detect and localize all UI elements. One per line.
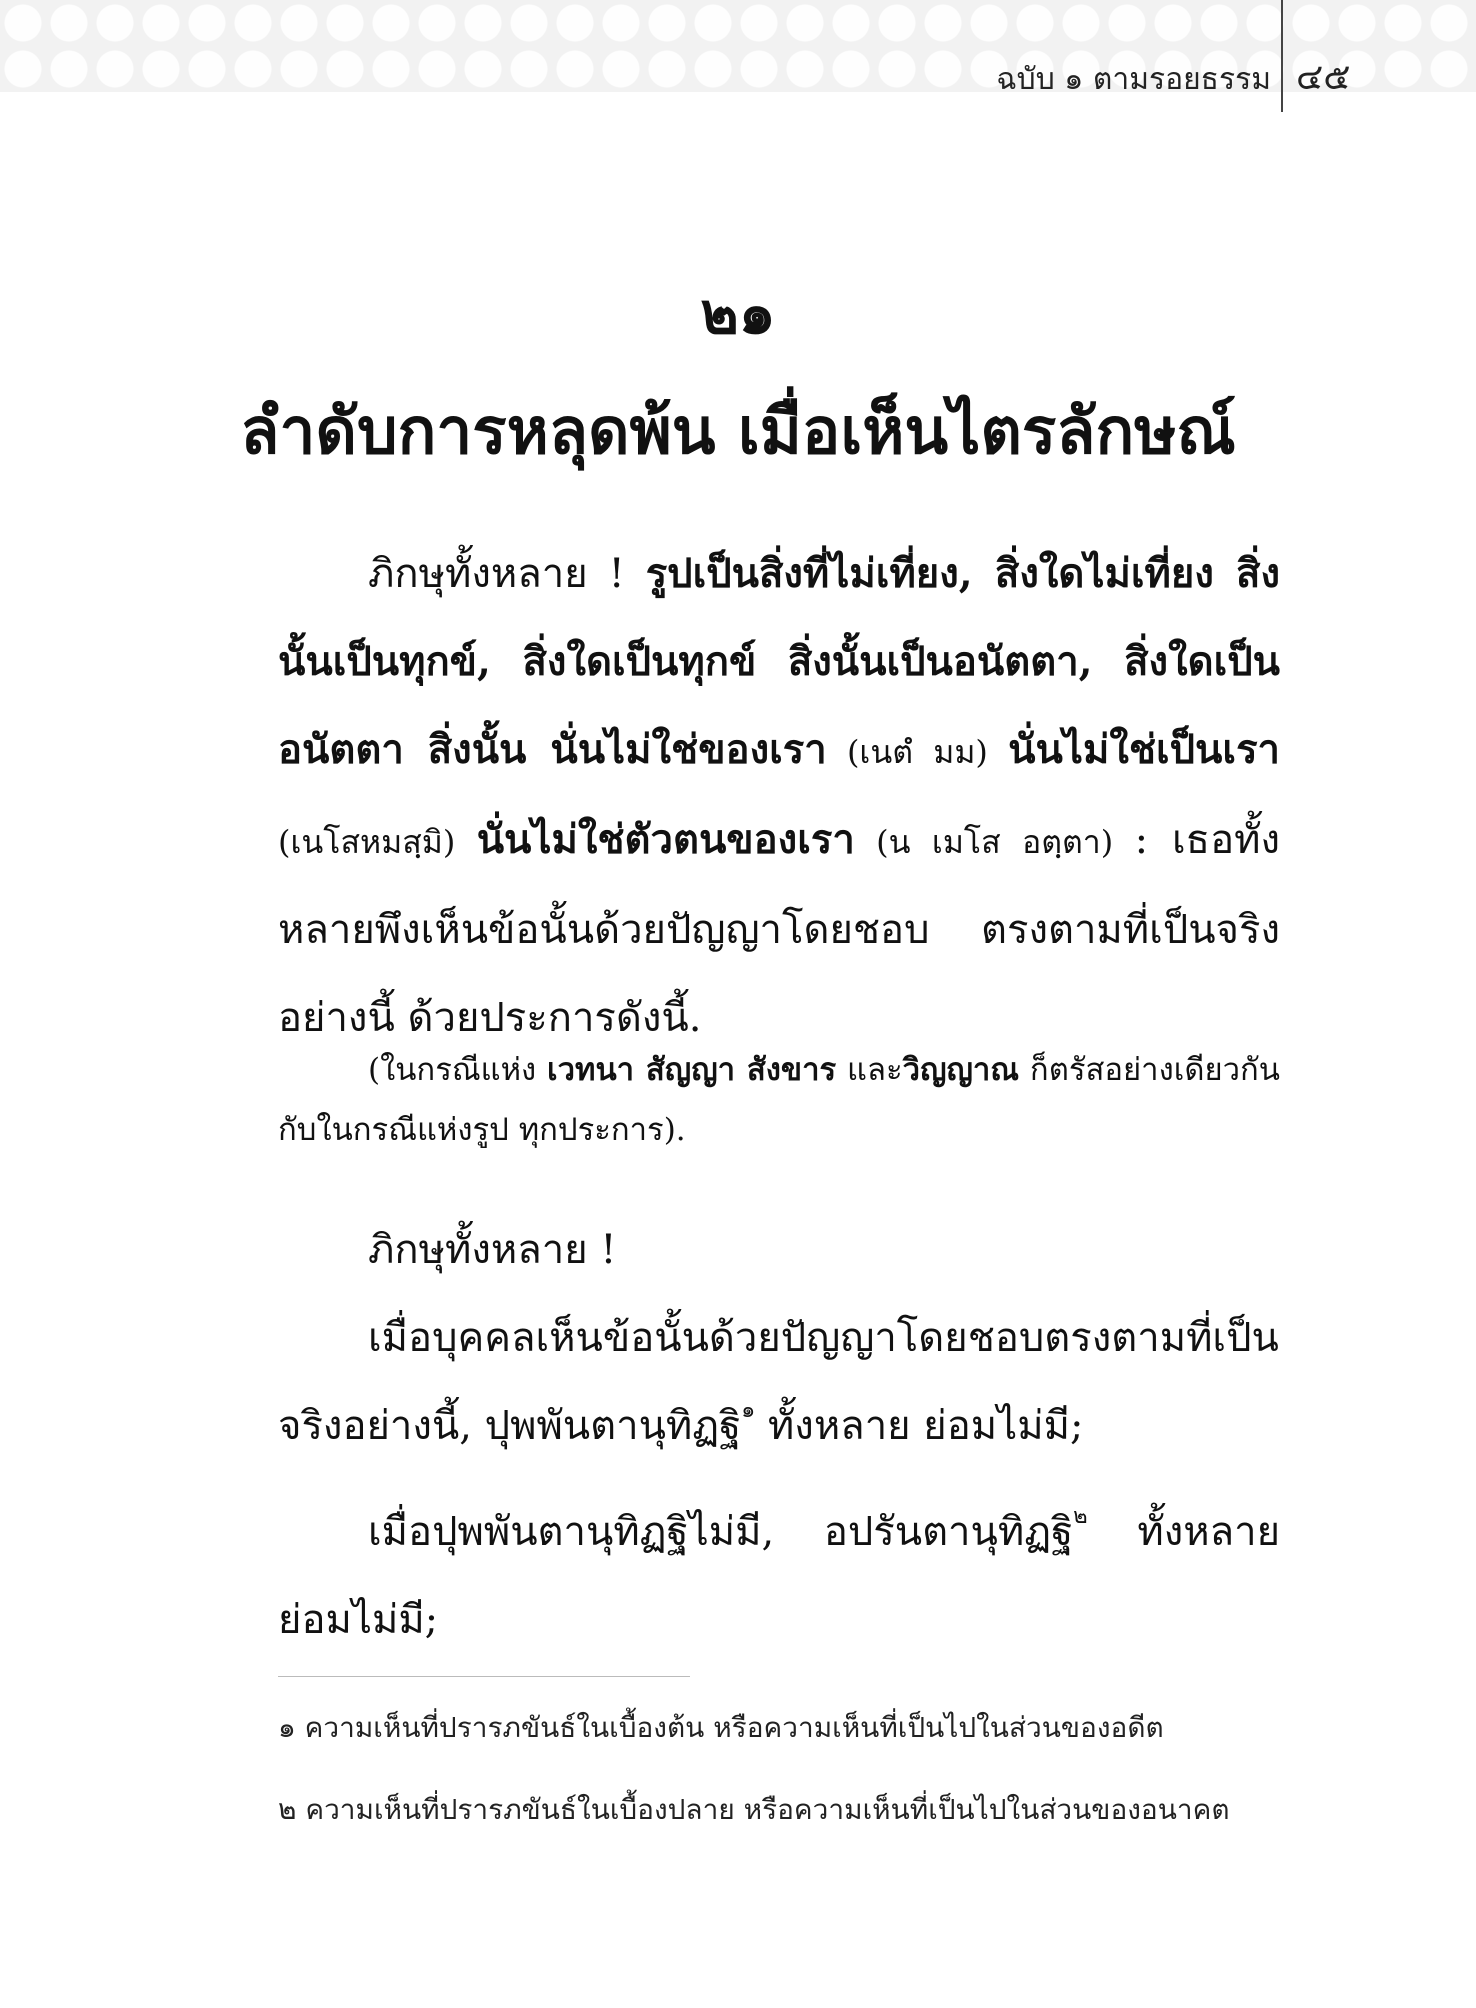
header-divider: [1281, 0, 1283, 112]
text-run: และ: [836, 1052, 903, 1088]
text-run: วิญญาณ: [902, 1052, 1020, 1088]
footnote-2: ๒ ความเห็นที่ปรารภขันธ์ในเบื้องปลาย หรือความเห็นที่เป็นไปในส่วนของอนาคต: [278, 1793, 1230, 1826]
text-run: รูปเป็นสิ่งที่ไม่เที่ยง, สิ่งใดไม่เที่ยง สิ่งนั้นเป็นทุกข์, สิ่งใดเป็นทุกข์ สิ่งนั้นเป็นอนัตตา, สิ่งใดเป็นอนัตตา สิ่งนั้น นั่นไม่ใช่ของเรา: [278, 550, 1280, 773]
chapter-title: ลำดับการหลุดพ้น เมื่อเห็นไตรลักษณ์: [240, 394, 1236, 469]
text-run: เมื่อปุพพันตานุทิฏฐิไม่มี, อปรันตานุทิฏฐิ: [368, 1509, 1074, 1555]
pali-term: (น เมโส อตฺตา): [854, 823, 1135, 861]
text-run: นั่นไม่ใช่เป็นเรา: [1008, 726, 1281, 773]
text-run: ทั้งหลาย ย่อมไม่มี;: [755, 1403, 1084, 1449]
text-run: : เธอทั้งหลายพึงเห็นข้อนั้นด้วยปัญญาโดยชอบ ตรงตามที่เป็นจริงอย่างนี้ ด้วยประการดังนี้.: [278, 817, 1281, 1041]
text-run: นั่นไม่ใช่ตัวตนของเรา: [476, 816, 855, 863]
running-title: ฉบับ ๑ ตามรอยธรรม: [996, 62, 1271, 97]
pali-term: (เนตํ มม): [826, 733, 1009, 771]
footnote-divider: [278, 1676, 690, 1677]
text-run: ก็ตรัสอย่างเดียวกันกับในกรณีแห่งรูป ทุกประการ).: [278, 1052, 1280, 1148]
text-run: ทั้งหลาย ย่อมไม่มี;: [278, 1509, 1281, 1643]
chapter-number: ๒๑: [700, 279, 776, 347]
text-run: เมื่อบุคคลเห็นข้อนั้นด้วยปัญญาโดยชอบตรงตามที่เป็นจริงอย่างนี้, ปุพพันตานุทิฏฐิ: [278, 1315, 1279, 1449]
footnote-ref-2: ๒: [1073, 1504, 1088, 1529]
note-paragraph: [278, 1040, 1280, 1160]
paragraph-1: [278, 530, 1280, 1062]
text-run: (ในกรณีแห่ง: [368, 1052, 548, 1088]
text-run: เวทนา สัญญา สังขาร: [547, 1052, 837, 1088]
paragraph-2: [278, 1294, 1280, 1470]
pali-term: (เนโสหมสฺมิ): [278, 823, 477, 861]
footnote-1: ๑ ความเห็นที่ปรารภขันธ์ในเบื้องต้น หรือความเห็นที่เป็นไปในส่วนของอดีต: [278, 1711, 1164, 1744]
footnote-ref-1: ๑: [741, 1398, 756, 1423]
paragraph-3: [278, 1488, 1280, 1664]
text-run: ภิกษุทั้งหลาย !: [368, 551, 646, 597]
paragraph-2-heading: ภิกษุทั้งหลาย !: [368, 1227, 617, 1273]
page-number: ๔๕: [1296, 57, 1351, 98]
